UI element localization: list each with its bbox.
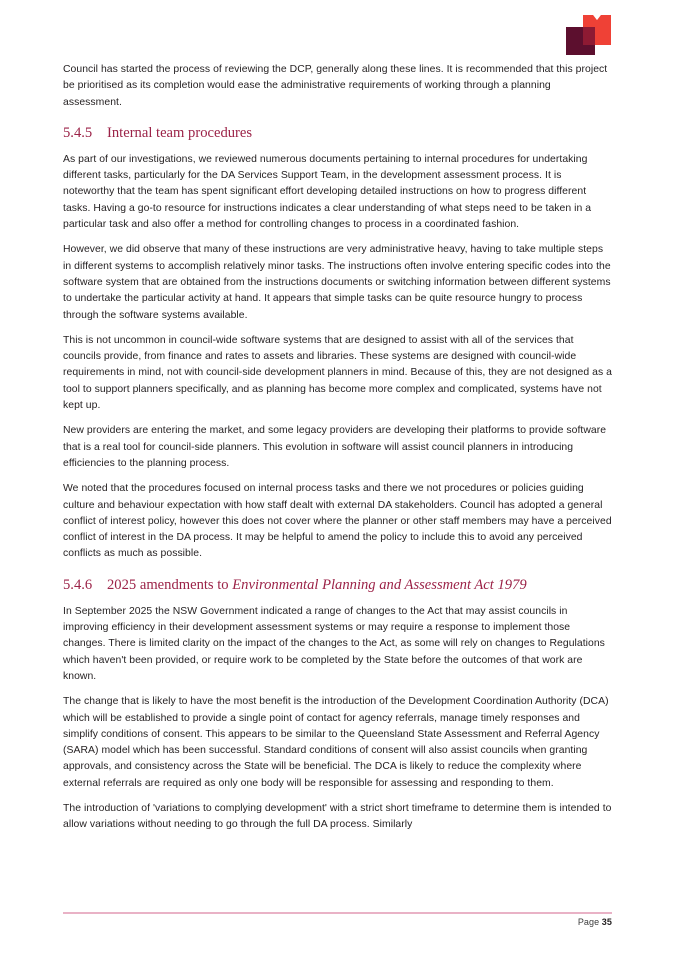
company-logo [563,13,613,58]
paragraph-new-providers: New providers are entering the market, and some legacy providers are developing their platforms to provide software that is a real tool for council-side planners. This evolution in software will assist council planners in introducing efficiencies to the planning process. [63,425,607,469]
paragraph-conflict-of-interest: We noted that the procedures focused on internal process tasks and there we not procedures or policies guiding culture and behaviour expectation with how staff dealt with external DA stakeholders. Council has adopted a general conflict of interest policy, however this does not cover where the planner or other staff members may have a perceived conflict of interest in the DA process. It may be helpful to amend the policy to include this to avoid any perceived conflicts as much as possible. [63,483,612,560]
paragraph-council-wide-systems: This is not uncommon in council-wide software systems that are designed to assist with all of the services that councils provide, from finance and rates to assets and libraries. These systems are designed with council-wide requirements in mind, not with council-side development planners in mind. Because of this, they are not designed as a tool to support planners specifically, and as planning has become more complex and complicated, systems have not kept up. [63,334,613,412]
page-number-value: 35 [601,917,612,927]
paragraph-administrative-heavy: However, we did observe that many of these instructions are very administrative heavy, having to take multiple steps in different systems to accomplish relatively minor tasks. The instructions often involve entering specific codes into the software system that are obtained from the instructions documents or switching information between different systems to undertake the particular activity at hand. It appears that simple tasks can be quite resource hungry to process through the software systems available. [63,244,611,321]
heading-number: 5.4.6 [63,576,93,593]
heading-title-italic: Environmental Planning and Assessment Act 1979 [232,576,527,593]
heading-title: Internal team procedures [107,124,253,141]
heading-5-4-6 [63,576,612,594]
page-label: Page [577,917,600,927]
heading-title: 2025 amendments to [107,576,233,593]
footer-divider [63,912,612,914]
paragraph-investigations: As part of our investigations, we reviewed numerous documents pertaining to internal procedures for undertaking different tasks, particularly for the DA Services Support Team, in the development assessment process. It is noteworthy that the team has spent significant effort developing detailed instructions on how to progress different tasks. Having a go-to resource for instructions indicates a clear understanding of what steps need to be taken in a particular task and also offer a method for controlling changes to process in a coordinated fashion. [63,153,592,231]
logo-overlap-shape-icon [583,27,595,45]
document-body [63,62,612,843]
heading-5-4-5 [63,124,612,142]
paragraph-dcp-review: Council has started the process of reviewing the DCP, generally along these lines. It is recommended that this project be prioritised as its completion would ease the administrative requirements of working through a planning assessment. [63,64,608,108]
paragraph-variations: The introduction of 'variations to complying development' with a strict short timeframe to determine them is intended to allow variations without needing to go through the full DA process. Similarly [63,802,612,831]
paragraph-september-2025: In September 2025 the NSW Government indicated a range of changes to the Act that may assist councils in improving efficiency in their development assessment systems or may require a response to implement those changes. There is limited clarity on the impact of the changes to the Act, as some will rely on changes to Regulations which haven't been provided, or require work to be completed by the State before the outcomes of that work are known. [63,605,605,682]
paragraph-dca: The change that is likely to have the most benefit is the introduction of the Development Coordination Authority (DCA) which will be established to provide a single point of contact for agency referrals, manage timely responses and simplify conditions of consent. This appears to be similar to the Queensland State Assessment and Referral Agency (SARA) model which has been successful. Standard conditions of consent will also assist councils when granting approvals, and consistency across the State will be beneficial. The DCA is likely to reduce the complexity where external referrals are required as only one body will be responsible for assessing and responding to them. [63,696,609,789]
heading-number: 5.4.5 [63,124,93,141]
page-number-footer [578,917,612,927]
